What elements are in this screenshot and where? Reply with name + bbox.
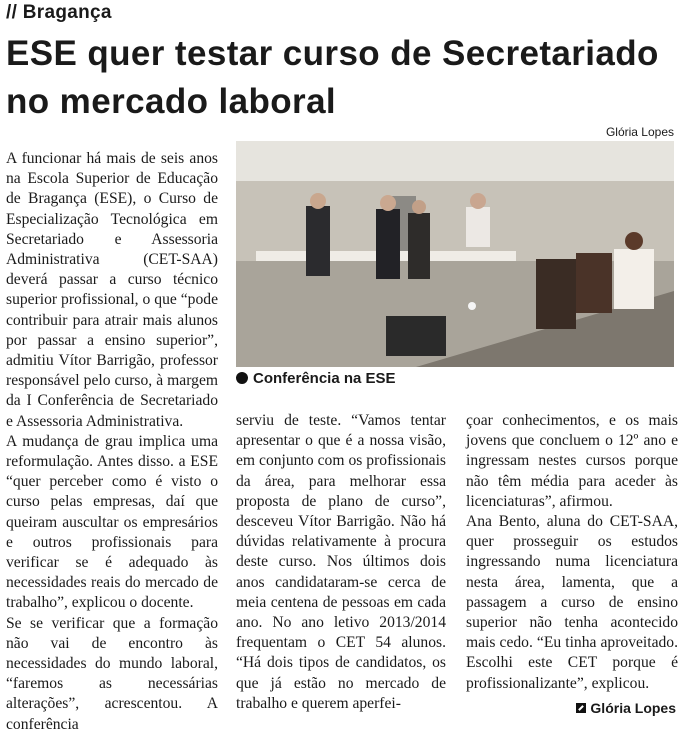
section-label: // Bragança (6, 2, 112, 23)
paragraph: serviu de teste. “Vamos tentar apresentar o que é a nossa visão, em conjunto com os profissionais da área, para melhorar essa proposta de plano de curso”, desceveu Vítor Barrigão. Não há dúvidas relativamente à procura deste curso. Nos últimos dois anos candidataram-se cerca de meia centena de pessoas em cada ano. No ano letivo 2013/2014 frequentam o CET 54 alunos. “Há dois tipos de candidatos, os que já estão no mercado de trabalho e querem aperfei- (236, 412, 446, 712)
article-column-1 (6, 149, 218, 735)
author-signoff-name: Glória Lopes (590, 700, 676, 716)
headline: ESE quer testar curso de Secretariado no mercado laboral (6, 34, 659, 121)
author-signoff (572, 700, 676, 716)
paragraph: çoar conhecimentos, e os mais jovens que concluem o 12º ano e ingressam nestes cursos porque não têm média para aceder às licenciaturas”, afirmou. (466, 412, 678, 510)
arrow-square-icon (576, 703, 586, 713)
photo-caption (236, 370, 396, 387)
conference-photo (236, 141, 674, 367)
paragraph: Se se verificar que a formação não vai de encontro às necessidades do mundo laboral, “faremos as necessárias alterações”, acrescentou. A conferência (6, 614, 218, 733)
article-column-2 (236, 411, 446, 714)
caption-text: Conferência na ESE (253, 370, 396, 387)
paragraph: Ana Bento, aluna do CET-SAA, quer prosseguir os estudos ingressando numa licenciatura nesta área, lamenta, que a passagem a curso de ensino superior não tenha acontecido mais cedo. “Eu tinha aproveitado. Escolhi este CET porque é profissionalizante”, explicou. (466, 513, 678, 692)
bullet-dot-icon (236, 372, 248, 384)
article-column-3 (466, 411, 678, 694)
paragraph: A funcionar há mais de seis anos na Escola Superior de Educação de Bragança (ESE), o Curso de Especialização Tecnológica em Secretariado e Assessoria Administrativa (CET-SAA) deverá passar a curso técnico superior profissional, o que “pode contribuir para atrair mais alunos por passar a ensino superior”, admitiu Vítor Barrigão, professor responsável pelo curso, à margem da I Conferência de Secretariado e Assessoria Administrativa. (6, 150, 218, 430)
author-byline: Glória Lopes (605, 125, 674, 139)
paragraph: A mudança de grau implica uma reformulação. Antes disso. a ESE “quer perceber como é visto o curso pelas empresas, daí que queiram auscultar os empresários e outros profissionais para verificar se é adequado às necessidades reais do mercado de trabalho”, explicou o docente. (6, 432, 218, 612)
